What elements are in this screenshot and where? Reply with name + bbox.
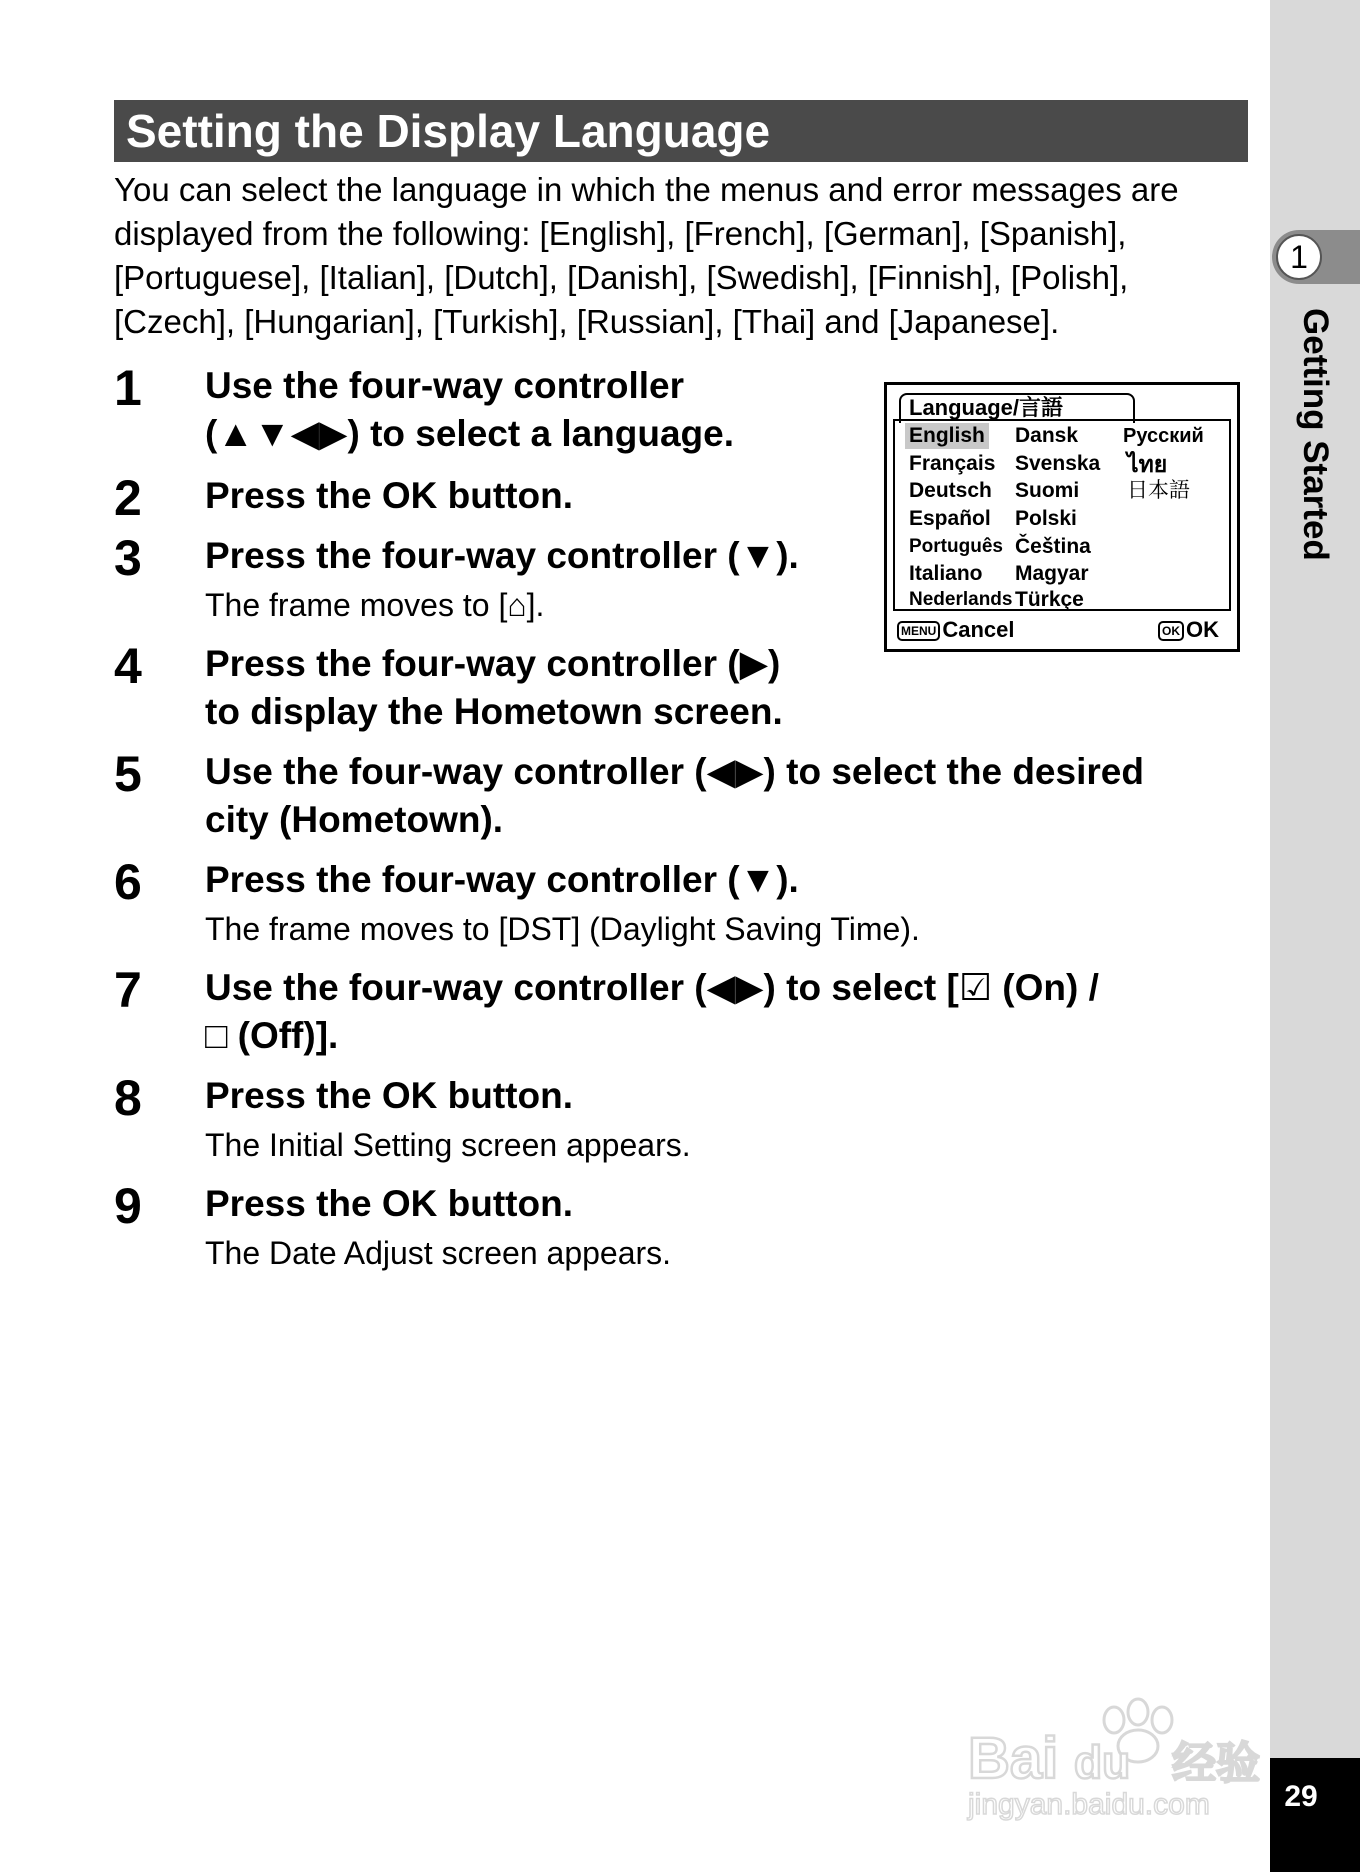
- intro-paragraph: You can select the language in which the menus and error messages are displayed from the following: [English], [French], [German], [Spanish], [Portuguese], [Italian], [Dutch], [Danish], [Swedish], [Finnish], [Polish], [Czech], [Hungarian], [Turkish], [Russian], [Thai] and [Japanese].: [114, 171, 1179, 340]
- page-number: 29: [1284, 1780, 1318, 1813]
- chapter-number: 1: [1276, 234, 1322, 280]
- language-option: Svenska: [1015, 452, 1101, 475]
- page-number-box: [1270, 1758, 1360, 1872]
- language-option-english: English: [905, 423, 989, 449]
- screen-footer: [897, 615, 1231, 645]
- language-option: Polski: [1015, 507, 1077, 530]
- language-option: Italiano: [909, 562, 983, 585]
- language-option: Deutsch: [909, 479, 992, 502]
- step-description: The Date Adjust screen appears.: [205, 1235, 672, 1271]
- language-tab-label: Language/言語: [899, 393, 1135, 423]
- step-description: The Initial Setting screen appears.: [205, 1127, 691, 1163]
- step-number: 8: [114, 1070, 142, 1126]
- step-title-line: Use the four-way controller (◀▶) to select the desired: [205, 751, 1144, 792]
- watermark-url: jingyan.baidu.com: [968, 1788, 1210, 1821]
- baidu-watermark-logo: [964, 1692, 1270, 1822]
- menu-key-icon: MENU: [897, 621, 940, 641]
- language-option: Dansk: [1015, 424, 1079, 447]
- language-option: Nederlands: [909, 589, 1013, 610]
- step-title-line: □ (Off)].: [205, 1015, 339, 1056]
- chapter-title: Getting Started: [1296, 308, 1335, 561]
- step-number: 4: [114, 638, 142, 694]
- step-number: 1: [114, 360, 142, 416]
- step-number: 2: [114, 470, 142, 526]
- step-number: 6: [114, 854, 142, 910]
- step-title: Press the OK button.: [205, 475, 573, 516]
- watermark-text: 经验: [1172, 1738, 1260, 1789]
- step-title-line: Use the four-way controller: [205, 365, 685, 406]
- chapter-badge: [1272, 230, 1360, 284]
- step-title: Press the four-way controller (▼).: [205, 535, 799, 576]
- step-number: 7: [114, 962, 142, 1018]
- language-option: 日本語: [1127, 479, 1190, 502]
- step-title-line: Use the four-way controller (◀▶) to select [☑ (On) /: [205, 967, 1099, 1008]
- language-option: Türkçe: [1015, 588, 1084, 611]
- step-description: The frame moves to [⌂].: [205, 587, 545, 623]
- language-option: Français: [909, 452, 996, 475]
- step-description: The frame moves to [DST] (Daylight Saving Time).: [205, 911, 920, 947]
- language-option: ไทย: [1127, 451, 1168, 477]
- ok-key-icon: OK: [1158, 621, 1184, 641]
- language-option: Русский: [1123, 425, 1204, 447]
- language-option: Magyar: [1015, 562, 1089, 585]
- language-option: Español: [909, 507, 991, 530]
- language-option: Suomi: [1015, 479, 1080, 502]
- language-option: Português: [909, 536, 1003, 557]
- step-title-line: Press the four-way controller (▶): [205, 643, 781, 684]
- section-title-bar: [114, 100, 1248, 162]
- ok-label: OK: [1186, 617, 1219, 642]
- step-title-line: (▲▼◀▶) to select a language.: [205, 413, 735, 454]
- step-number: 9: [114, 1178, 142, 1234]
- cancel-label: Cancel: [942, 617, 1015, 642]
- step-title-line: city (Hometown).: [205, 799, 504, 840]
- step-number: 3: [114, 530, 142, 586]
- language-option: Čeština: [1015, 535, 1091, 558]
- language-list-panel: [893, 419, 1231, 611]
- section-title: Setting the Display Language: [126, 105, 771, 157]
- step-title-line: to display the Hometown screen.: [205, 691, 783, 732]
- watermark-text: Bai: [968, 1726, 1059, 1791]
- watermark-text: du: [1074, 1736, 1131, 1788]
- step-number: 5: [114, 746, 142, 802]
- step-title: Press the four-way controller (▼).: [205, 859, 799, 900]
- step-title: Press the OK button.: [205, 1075, 573, 1116]
- step-title: Press the OK button.: [205, 1183, 573, 1224]
- language-screen-illustration: [884, 382, 1240, 652]
